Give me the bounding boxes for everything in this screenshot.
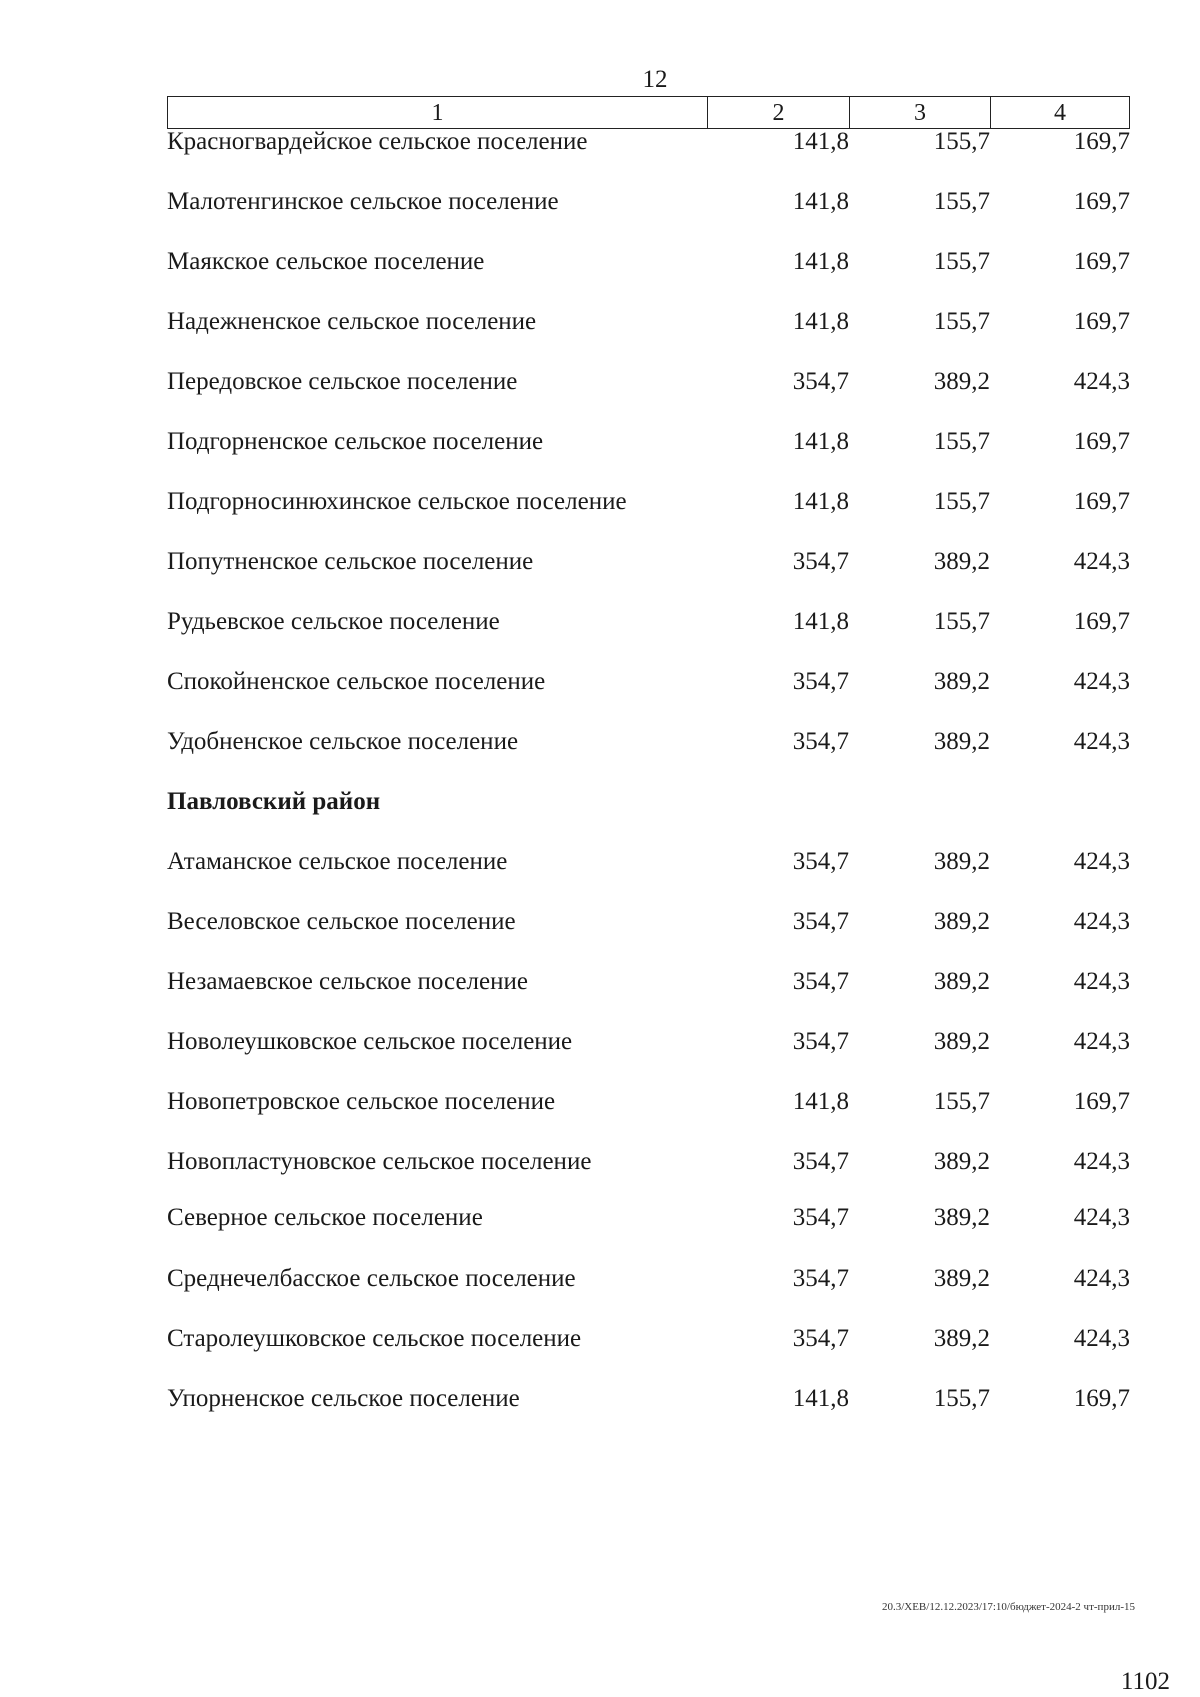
row-name: Среднечелбасское сельское поселение bbox=[167, 1265, 576, 1292]
row-value-col-4: 424,3 bbox=[1073, 1148, 1130, 1175]
table-row bbox=[167, 908, 1130, 948]
row-value-col-2: 141,8 bbox=[792, 1088, 849, 1115]
row-value-col-3: 155,7 bbox=[933, 1088, 990, 1115]
row-value-col-2: 141,8 bbox=[792, 488, 849, 515]
row-value-col-3: 389,2 bbox=[933, 1325, 990, 1352]
table-row bbox=[167, 1028, 1130, 1068]
row-value-col-3: 389,2 bbox=[933, 1265, 990, 1292]
row-value-col-2: 141,8 bbox=[792, 128, 849, 155]
row-value-col-3: 389,2 bbox=[933, 728, 990, 755]
row-value-col-2: 141,8 bbox=[792, 248, 849, 275]
row-value-col-3: 389,2 bbox=[933, 548, 990, 575]
row-value-col-4: 424,3 bbox=[1073, 848, 1130, 875]
row-value-col-2: 354,7 bbox=[792, 1265, 849, 1292]
row-name: Надежненское сельское поселение bbox=[167, 308, 537, 335]
row-value-col-4: 169,7 bbox=[1073, 488, 1130, 515]
row-value-col-2: 141,8 bbox=[792, 428, 849, 455]
row-value-col-2: 354,7 bbox=[792, 968, 849, 995]
row-name: Новолеушковское сельское поселение bbox=[167, 1028, 573, 1055]
row-value-col-3: 389,2 bbox=[933, 848, 990, 875]
row-value-col-3: 389,2 bbox=[933, 968, 990, 995]
row-value-col-2: 354,7 bbox=[792, 728, 849, 755]
row-value-col-3: 155,7 bbox=[933, 488, 990, 515]
header-col-1: 1 bbox=[168, 97, 708, 128]
row-value-col-4: 169,7 bbox=[1073, 428, 1130, 455]
row-name: Веселовское сельское поселение bbox=[167, 908, 516, 935]
row-name: Павловский район bbox=[167, 788, 381, 815]
table-row bbox=[167, 1385, 1130, 1425]
row-value-col-4: 424,3 bbox=[1073, 1325, 1130, 1352]
row-value-col-4: 169,7 bbox=[1073, 128, 1130, 155]
row-name: Северное сельское поселение bbox=[167, 1204, 483, 1231]
row-name: Подгорненское сельское поселение bbox=[167, 428, 544, 455]
row-value-col-2: 354,7 bbox=[792, 908, 849, 935]
row-value-col-4: 169,7 bbox=[1073, 188, 1130, 215]
table-row bbox=[167, 1148, 1130, 1188]
row-value-col-2: 141,8 bbox=[792, 1385, 849, 1412]
row-value-col-3: 155,7 bbox=[933, 608, 990, 635]
row-value-col-2: 354,7 bbox=[792, 848, 849, 875]
row-value-col-3: 389,2 bbox=[933, 908, 990, 935]
row-value-col-4: 424,3 bbox=[1073, 1028, 1130, 1055]
row-value-col-4: 424,3 bbox=[1073, 668, 1130, 695]
row-value-col-4: 424,3 bbox=[1073, 368, 1130, 395]
table-row bbox=[167, 728, 1130, 768]
row-value-col-3: 389,2 bbox=[933, 668, 990, 695]
row-name: Передовское сельское поселение bbox=[167, 368, 518, 395]
table-row bbox=[167, 548, 1130, 588]
row-value-col-2: 141,8 bbox=[792, 308, 849, 335]
row-value-col-4: 424,3 bbox=[1073, 1204, 1130, 1231]
table-row bbox=[167, 188, 1130, 228]
row-name: Маякское сельское поселение bbox=[167, 248, 485, 275]
row-name: Спокойненское сельское поселение bbox=[167, 668, 546, 695]
table-row bbox=[167, 368, 1130, 408]
row-value-col-4: 424,3 bbox=[1073, 728, 1130, 755]
table-row bbox=[167, 1325, 1130, 1365]
row-value-col-3: 389,2 bbox=[933, 368, 990, 395]
document-code: 20.3/ХЕВ/12.12.2023/17:10/бюджет-2024-2 чт-прил-15 bbox=[881, 1601, 1135, 1613]
table-row bbox=[167, 1088, 1130, 1128]
table-row bbox=[167, 1204, 1130, 1244]
row-value-col-3: 155,7 bbox=[933, 1385, 990, 1412]
row-name: Красногвардейское сельское поселение bbox=[167, 128, 588, 155]
row-value-col-4: 169,7 bbox=[1073, 308, 1130, 335]
row-value-col-3: 155,7 bbox=[933, 308, 990, 335]
header-col-3: 3 bbox=[850, 97, 991, 128]
row-value-col-2: 354,7 bbox=[792, 1028, 849, 1055]
row-value-col-2: 354,7 bbox=[792, 548, 849, 575]
header-col-4: 4 bbox=[1054, 100, 1066, 126]
page-number-top: 12 bbox=[642, 66, 668, 93]
row-value-col-2: 354,7 bbox=[792, 1148, 849, 1175]
table-row bbox=[167, 428, 1130, 468]
row-value-col-2: 354,7 bbox=[792, 1204, 849, 1231]
row-value-col-3: 389,2 bbox=[933, 1148, 990, 1175]
table-row bbox=[167, 248, 1130, 288]
row-name: Малотенгинское сельское поселение bbox=[167, 188, 559, 215]
row-value-col-2: 354,7 bbox=[792, 668, 849, 695]
row-value-col-3: 389,2 bbox=[933, 1204, 990, 1231]
row-name: Рудьевское сельское поселение bbox=[167, 608, 500, 635]
row-value-col-2: 141,8 bbox=[792, 608, 849, 635]
header-col-2: 2 bbox=[708, 97, 850, 128]
row-name: Удобненское сельское поселение bbox=[167, 728, 519, 755]
row-value-col-4: 424,3 bbox=[1073, 548, 1130, 575]
row-value-col-4: 169,7 bbox=[1073, 248, 1130, 275]
table-header bbox=[167, 96, 1130, 129]
row-value-col-4: 169,7 bbox=[1073, 1385, 1130, 1412]
row-value-col-4: 424,3 bbox=[1073, 1265, 1130, 1292]
table-row bbox=[167, 608, 1130, 648]
row-name: Новопетровское сельское поселение bbox=[167, 1088, 556, 1115]
table-row bbox=[167, 968, 1130, 1008]
table-row bbox=[167, 1265, 1130, 1305]
row-value-col-2: 141,8 bbox=[792, 188, 849, 215]
table-row bbox=[167, 128, 1130, 168]
row-value-col-3: 155,7 bbox=[933, 428, 990, 455]
row-value-col-4: 424,3 bbox=[1073, 968, 1130, 995]
row-name: Незамаевское сельское поселение bbox=[167, 968, 528, 995]
row-value-col-3: 155,7 bbox=[933, 248, 990, 275]
row-value-col-3: 389,2 bbox=[933, 1028, 990, 1055]
row-name: Подгорносинюхинское сельское поселение bbox=[167, 488, 627, 515]
table-row bbox=[167, 488, 1130, 528]
row-value-col-3: 155,7 bbox=[933, 188, 990, 215]
section-heading bbox=[167, 788, 1130, 828]
row-name: Упорненское сельское поселение bbox=[167, 1385, 520, 1412]
row-name: Новопластуновское сельское поселение bbox=[167, 1148, 592, 1175]
row-name: Попутненское сельское поселение bbox=[167, 548, 534, 575]
row-value-col-4: 424,3 bbox=[1073, 908, 1130, 935]
row-name: Старолеушковское сельское поселение bbox=[167, 1325, 582, 1352]
row-name: Атаманское сельское поселение bbox=[167, 848, 508, 875]
row-value-col-4: 169,7 bbox=[1073, 608, 1130, 635]
row-value-col-2: 354,7 bbox=[792, 368, 849, 395]
row-value-col-2: 354,7 bbox=[792, 1325, 849, 1352]
row-value-col-4: 169,7 bbox=[1073, 1088, 1130, 1115]
table-row bbox=[167, 668, 1130, 708]
table-row bbox=[167, 308, 1130, 348]
table-row bbox=[167, 848, 1130, 888]
row-value-col-3: 155,7 bbox=[933, 128, 990, 155]
page-number-bottom: 1102 bbox=[1120, 1668, 1170, 1695]
